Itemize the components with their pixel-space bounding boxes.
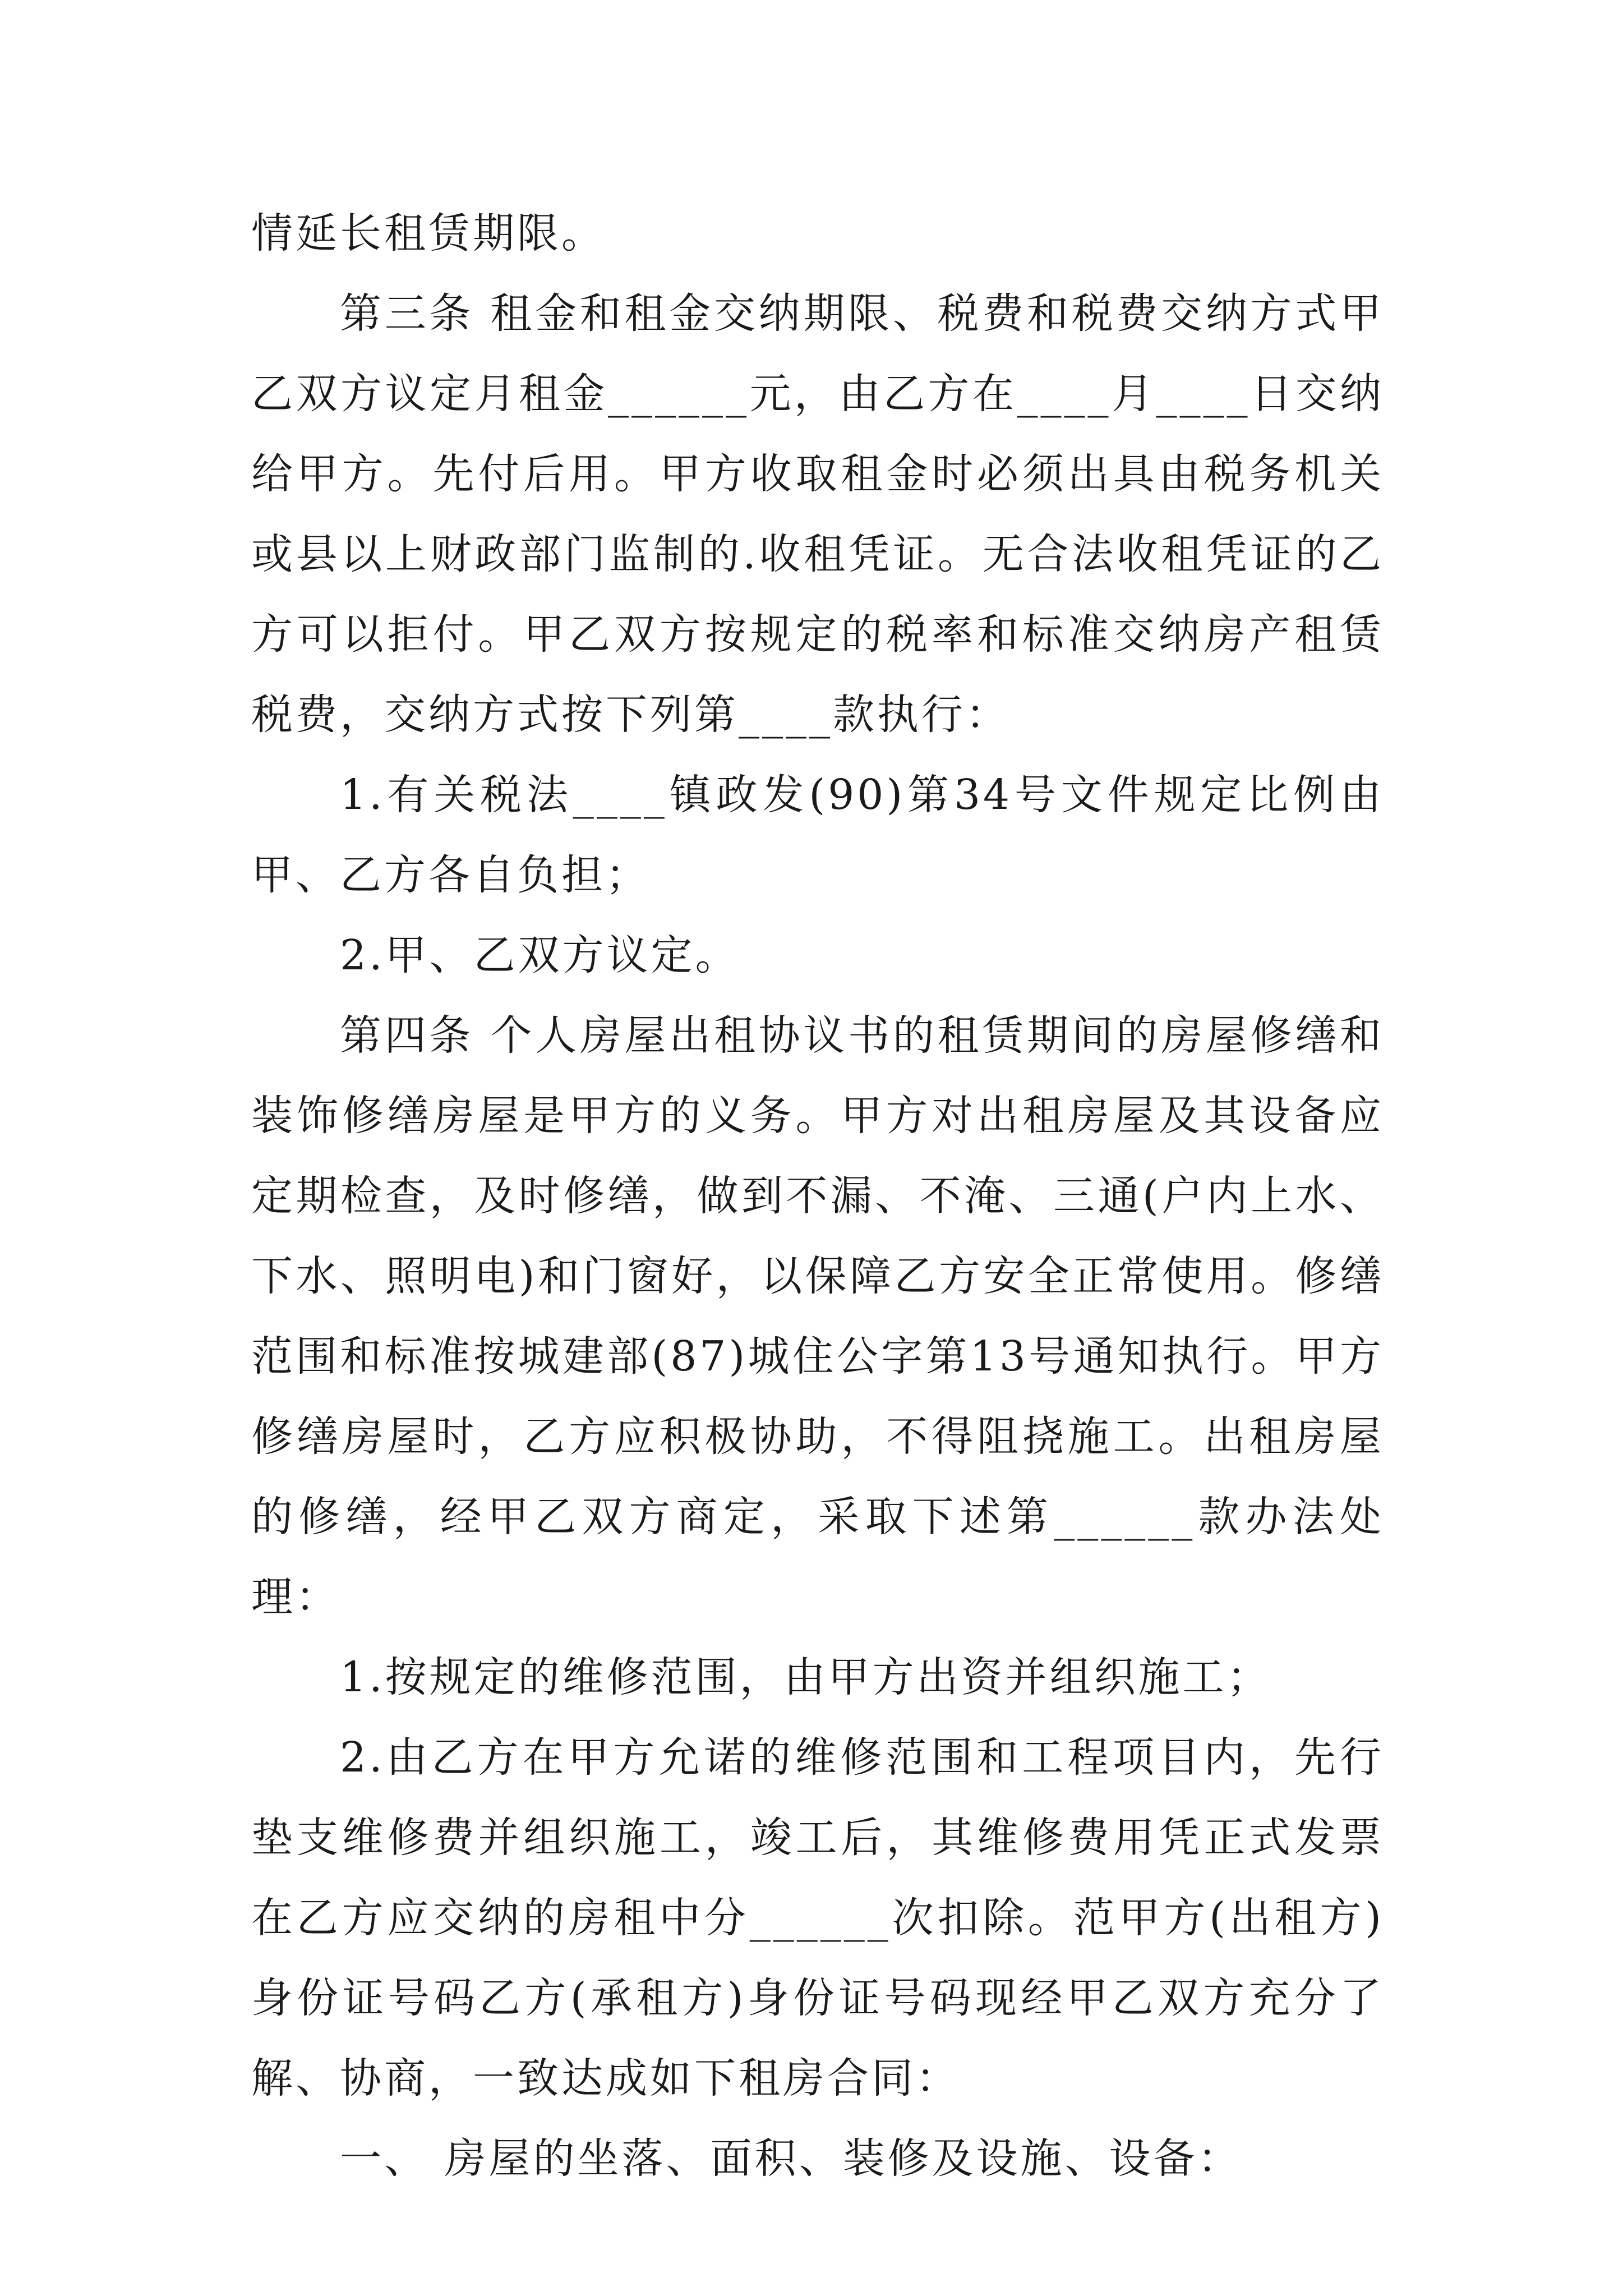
paragraph-article-4: 第四条 个人房屋出租协议书的租赁期间的房屋修缮和装饰修缮房屋是甲方的义务。甲方对出租房屋及其设备应定期检查，及时修缮，做到不漏、不淹、三通(户内上水、下水、照明电)和门窗好，以保障乙方安全正常使用。修缮范围和标准按城建部(87)城住公字第13号通知执行。甲方修缮房屋时，乙方应积极协助，不得阻挠施工。出租房屋的修缮，经甲乙双方商定，采取下述第______款办法处理： — [251, 1011, 1384, 1621]
paragraph-article-4-item-2: 2.由乙方在甲方允诺的维修范围和工程项目内，先行垫支维修费并组织施工，竣工后，其维修费用凭正式发票在乙方应交纳的房租中分______次扣除。范甲方(出租方)身份证号码乙方(承租方)身份证号码现经甲乙双方充分了解、协商，一致达成如下租房合同： — [251, 1733, 1384, 2102]
paragraph-article-3-item-2: 2.甲、乙双方议定。 — [340, 931, 740, 979]
document-body — [251, 194, 1384, 2199]
paragraph-lease-extension-end: 情延长租赁期限。 — [251, 209, 606, 257]
paragraph-section-1-heading: 一、 房屋的坐落、面积、装修及设施、设备： — [340, 2134, 1242, 2183]
paragraph-article-3: 第三条 租金和租金交纳期限、税费和税费交纳方式甲乙双方议定月租金______元，由乙方在____月____日交纳给甲方。先付后用。甲方收取租金时必须出具由税务机关或县以上财政部门监制的.收租凭证。无合法收租凭证的乙方可以拒付。甲乙双方按规定的税率和标准交纳房产租赁税费，交纳方式按下列第____款执行： — [251, 289, 1384, 739]
paragraph-article-4-item-1: 1.按规定的维修范围，由甲方出资并组织施工； — [340, 1653, 1271, 1701]
paragraph-article-3-item-1: 1.有关税法____镇政发(90)第34号文件规定比例由甲、乙方各自负担； — [251, 771, 1384, 899]
